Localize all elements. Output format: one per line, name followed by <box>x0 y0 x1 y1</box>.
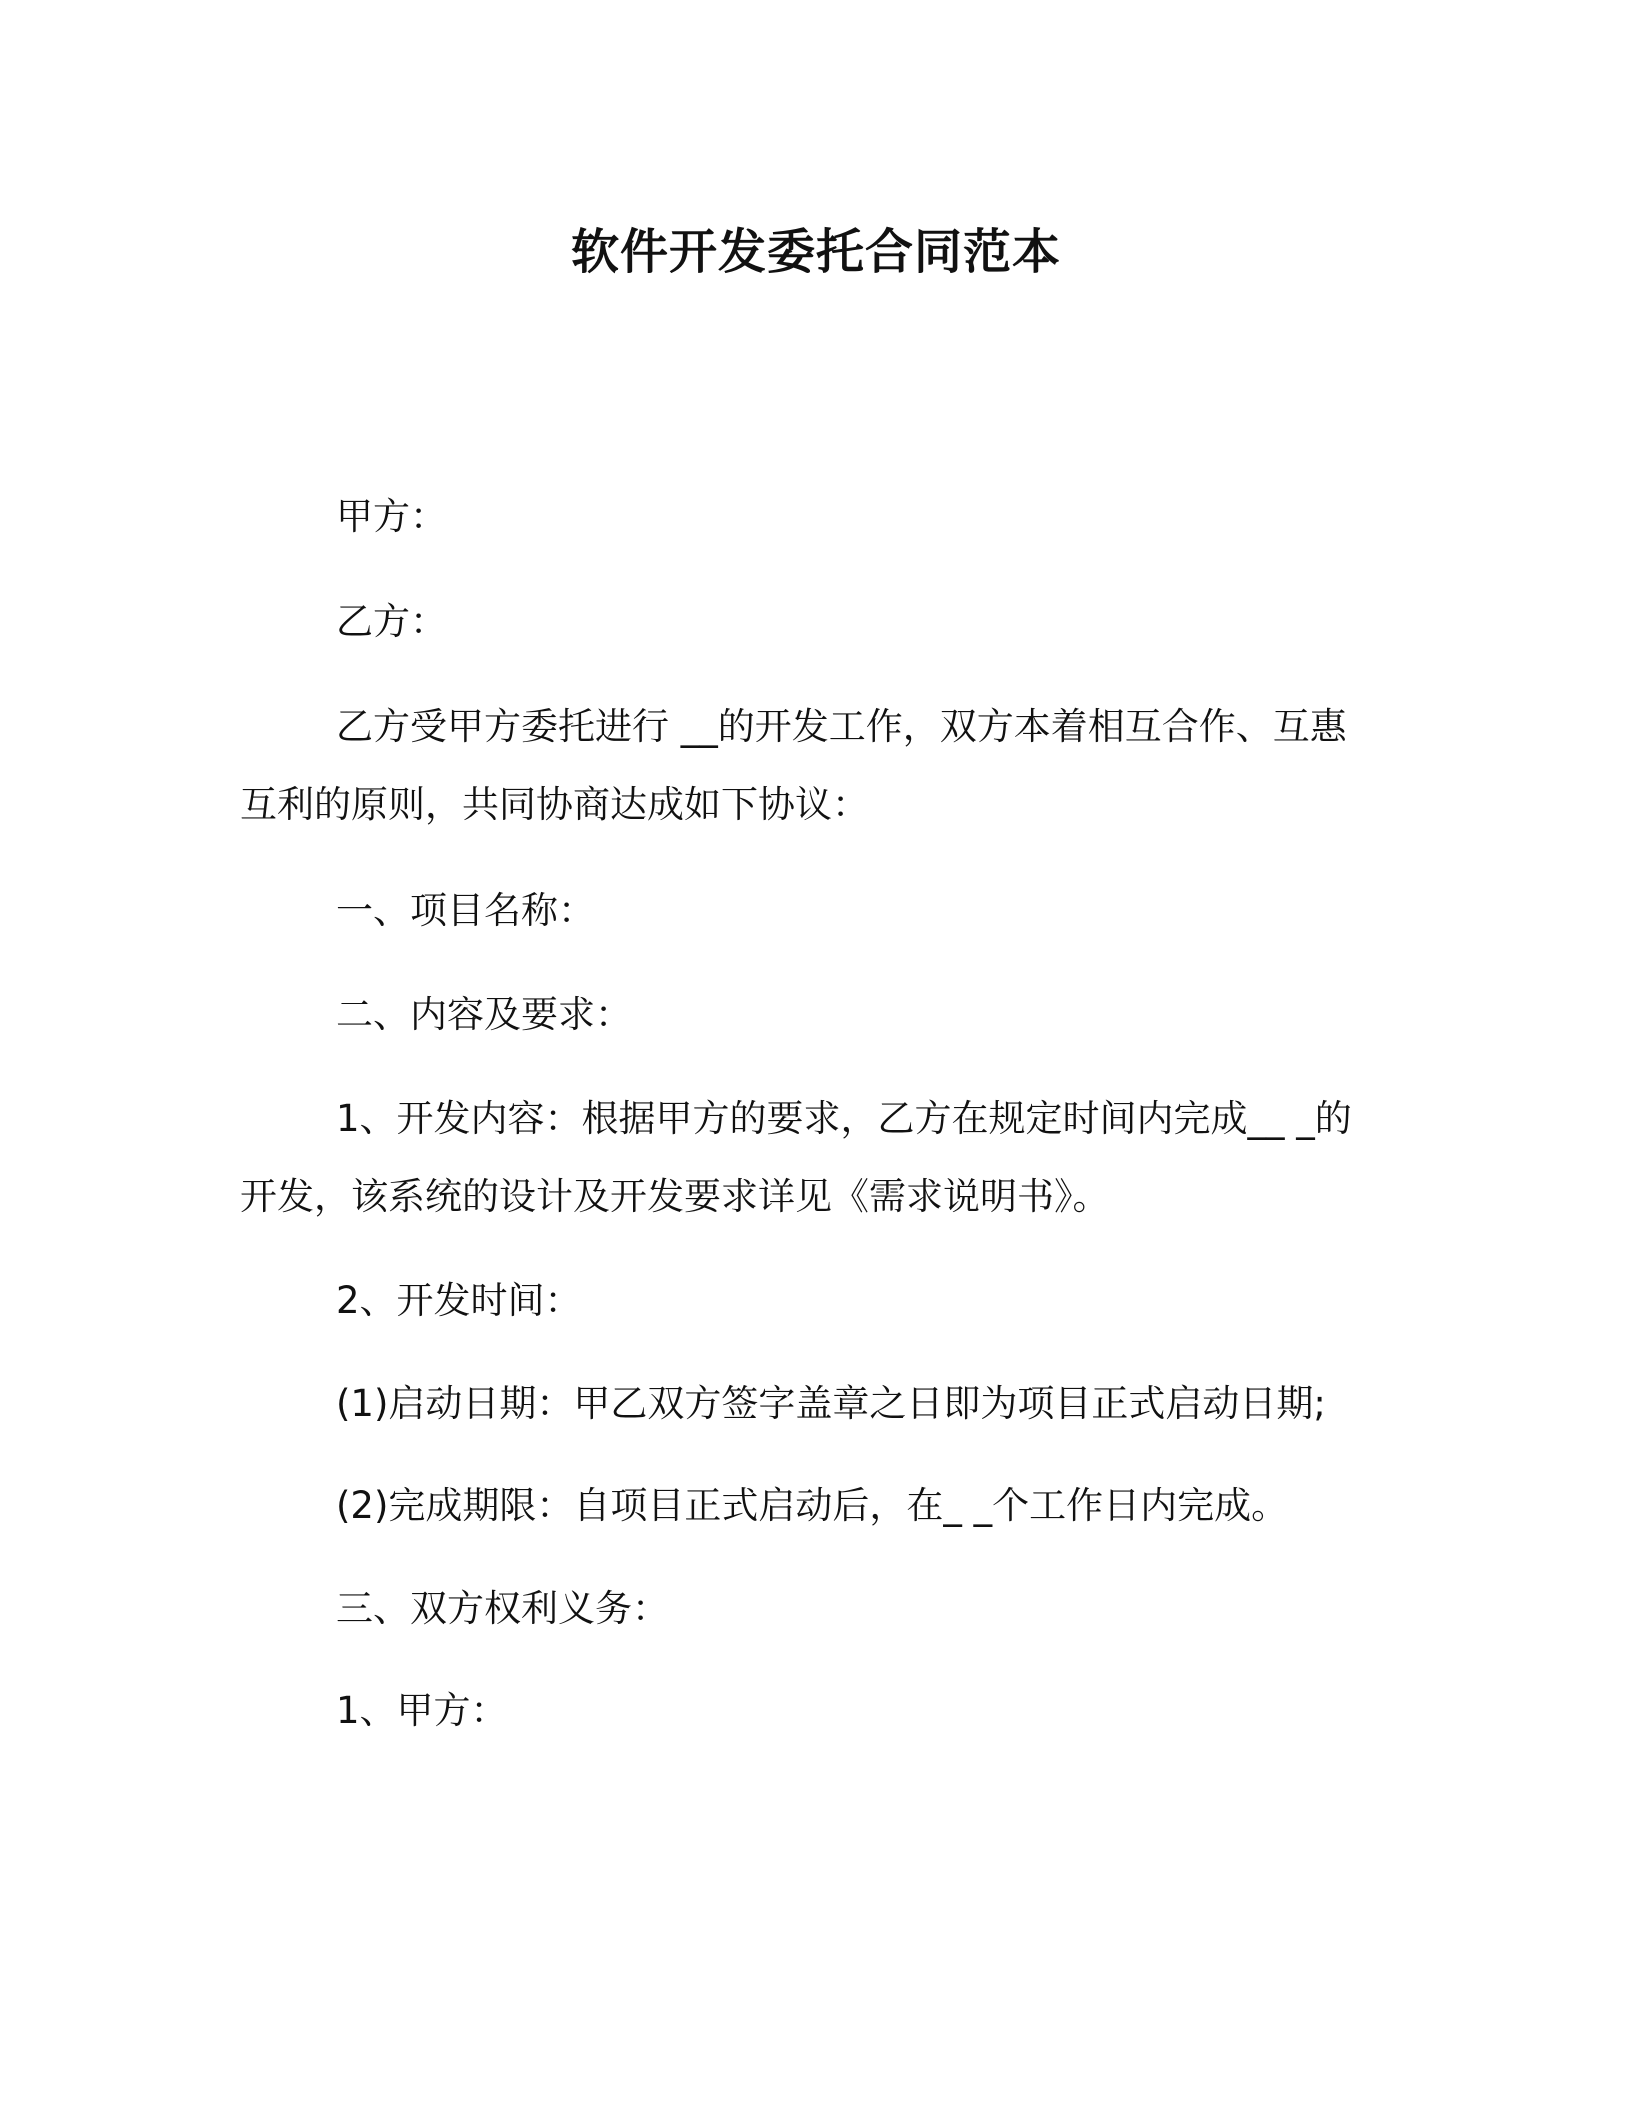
paragraph-line: (2)完成期限：自项目正式启动后，在_ _个工作日内完成。 <box>336 1484 1289 1527</box>
paragraph-line: 乙方： <box>336 600 447 643</box>
party-b-line <box>240 583 1360 661</box>
start-date-item <box>240 1365 1360 1443</box>
paragraph-line: (1)启动日期：甲乙双方签字盖章之日即为项目正式启动日期; <box>336 1382 1326 1425</box>
party-a-obligations-heading <box>240 1672 1360 1750</box>
paragraph-line: 互利的原则，共同协商达成如下协议： <box>240 783 869 826</box>
document-title: 软件开发委托合同范本 <box>570 224 1061 280</box>
preamble-paragraph <box>240 688 1360 844</box>
development-time-heading <box>240 1262 1360 1340</box>
section-heading-content <box>240 976 1360 1054</box>
paragraph-line: 1、开发内容：根据甲方的要求，乙方在规定时间内完成__ _的 <box>336 1097 1352 1140</box>
paragraph-line: 三、双方权利义务： <box>336 1587 669 1630</box>
development-content-paragraph <box>240 1080 1360 1236</box>
paragraph-line: 乙方受甲方委托进行 __的开发工作，双方本着相互合作、互惠 <box>336 705 1347 748</box>
paragraph-line: 开发，该系统的设计及开发要求详见《需求说明书》。 <box>240 1175 1110 1218</box>
completion-deadline-item <box>240 1467 1360 1545</box>
section-heading-project-name <box>240 872 1360 950</box>
paragraph-line: 二、内容及要求： <box>336 993 632 1036</box>
paragraph-line: 1、甲方： <box>336 1689 508 1732</box>
section-heading-rights <box>240 1570 1360 1648</box>
party-a-line <box>240 478 1360 556</box>
paragraph-line: 2、开发时间： <box>336 1279 582 1322</box>
paragraph-line: 甲方： <box>336 495 447 538</box>
paragraph-line: 一、项目名称： <box>336 889 595 932</box>
